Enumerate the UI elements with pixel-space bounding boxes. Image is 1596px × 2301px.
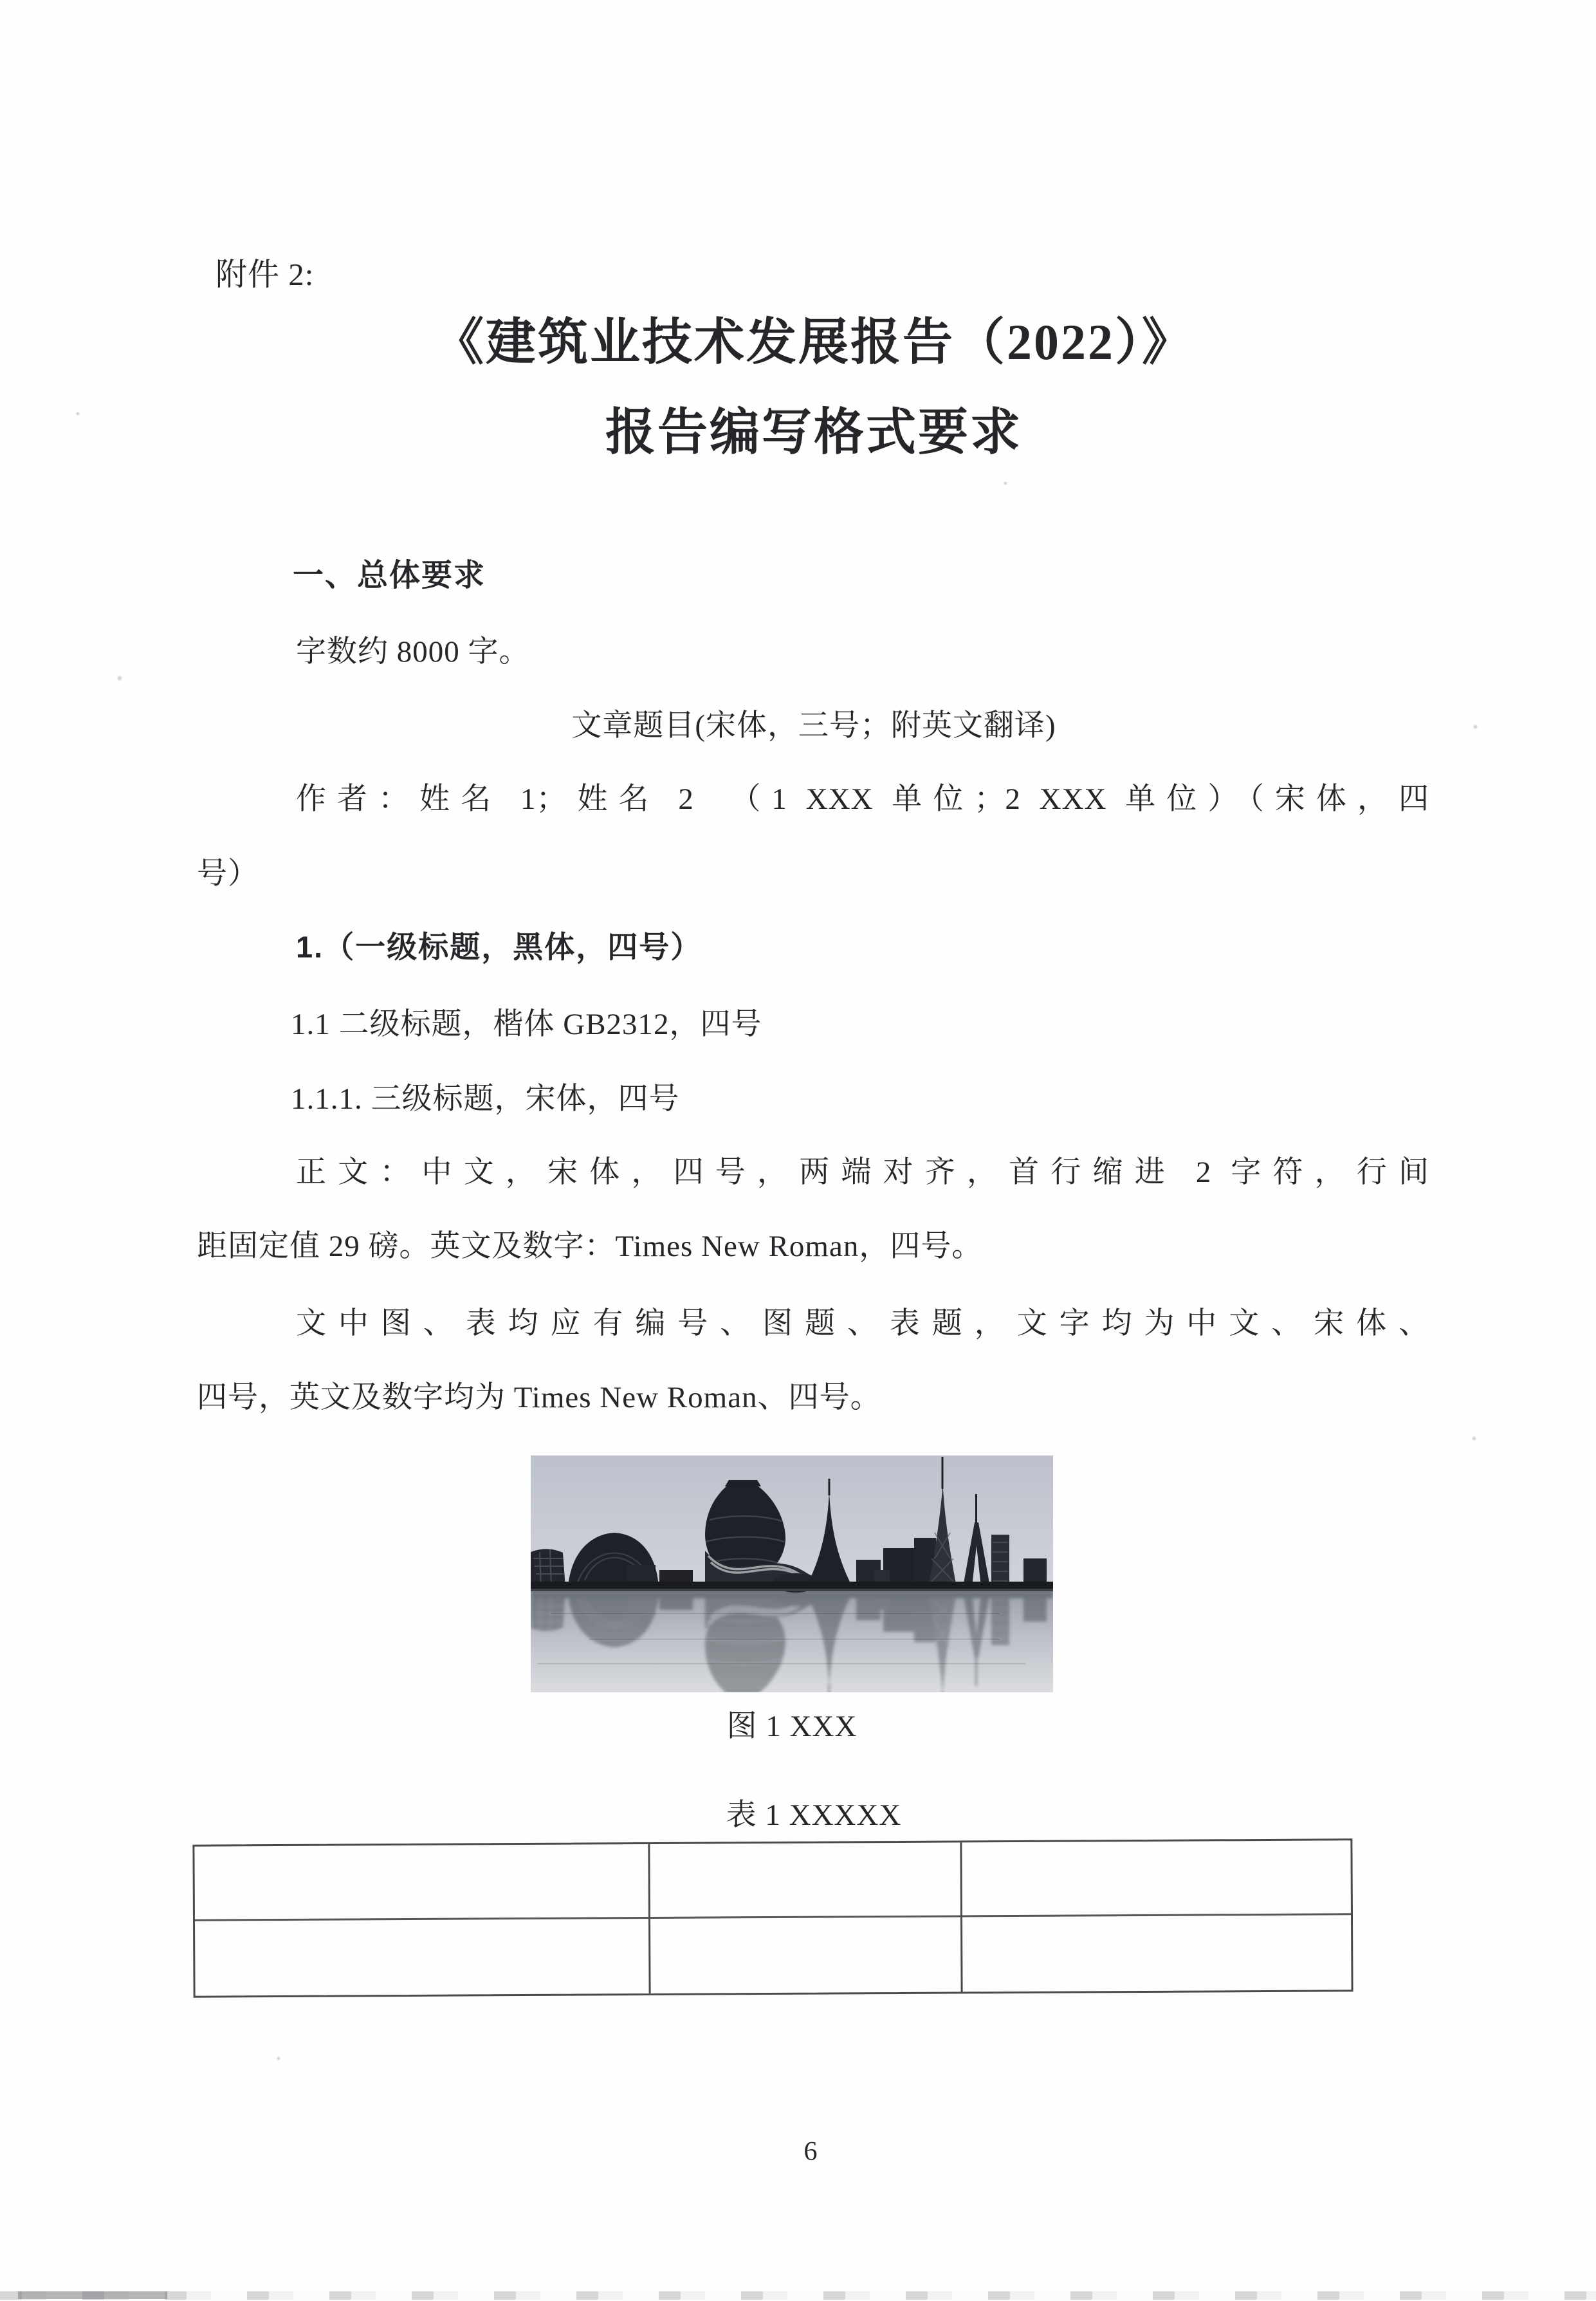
figure-caption: 图 1 XXX	[726, 1710, 858, 1743]
sample-table	[192, 1838, 1353, 1997]
figure-table-spec-line1: 文中图、表均应有编号、图题、表题，文字均为中文、宋体、	[296, 1307, 1429, 1340]
attachment-label: 附件 2:	[216, 257, 315, 292]
city-skyline-illustration	[531, 1455, 1053, 1692]
scan-speck	[1004, 481, 1007, 485]
table-cell	[962, 1840, 1351, 1917]
scan-speck	[1472, 1436, 1476, 1441]
table-cell	[195, 1919, 651, 1996]
table-caption: 表 1 XXXXX	[726, 1798, 902, 1832]
word-count-line: 字数约 8000 字。	[296, 635, 530, 669]
table-cell	[194, 1844, 650, 1921]
body-spec-line2: 距固定值 29 磅。英文及数字：Times New Roman，四号。	[197, 1230, 983, 1263]
document-title-line1: 《建筑业技术发展报告（2022）》	[433, 314, 1194, 370]
scan-speck	[76, 412, 80, 416]
heading-level2-spec: 1.1 二级标题，楷体 GB2312，四号	[291, 1008, 762, 1041]
heading-level1-spec: 1.（一级标题，黑体，四号）	[296, 930, 702, 964]
section-heading-overall-requirements: 一、总体要求	[293, 559, 486, 593]
author-spec-line2: 号）	[197, 857, 259, 891]
author-spec-line1: 作者：姓名 1；姓名 2 （1 XXX 单位；2 XXX 单位）（宋体，四	[296, 782, 1429, 816]
heading-level3-spec: 1.1.1. 三级标题，宋体，四号	[291, 1082, 680, 1116]
page-number: 6	[803, 2137, 818, 2167]
document-title	[199, 297, 1428, 477]
body-spec-line1: 正文：中文，宋体，四号，两端对齐，首行缩进 2 字符，行间	[296, 1156, 1429, 1189]
table-cell	[650, 1917, 963, 1993]
scan-edge-artifact-dark	[18, 2291, 167, 2299]
table-cell	[962, 1915, 1352, 1991]
document-title-line2: 报告编写格式要求	[605, 404, 1022, 460]
figure-table-spec-line2: 四号，英文及数字均为 Times New Roman、四号。	[197, 1381, 881, 1414]
scan-speck	[1473, 725, 1478, 729]
table-cell	[650, 1842, 962, 1919]
city-skyline-photo	[531, 1455, 1053, 1692]
scan-edge-artifact	[0, 2291, 1596, 2300]
article-title-spec-line: 文章题目(宋体，三号；附英文翻译)	[571, 709, 1056, 743]
scan-speck	[277, 2056, 280, 2060]
scan-speck	[117, 676, 122, 681]
